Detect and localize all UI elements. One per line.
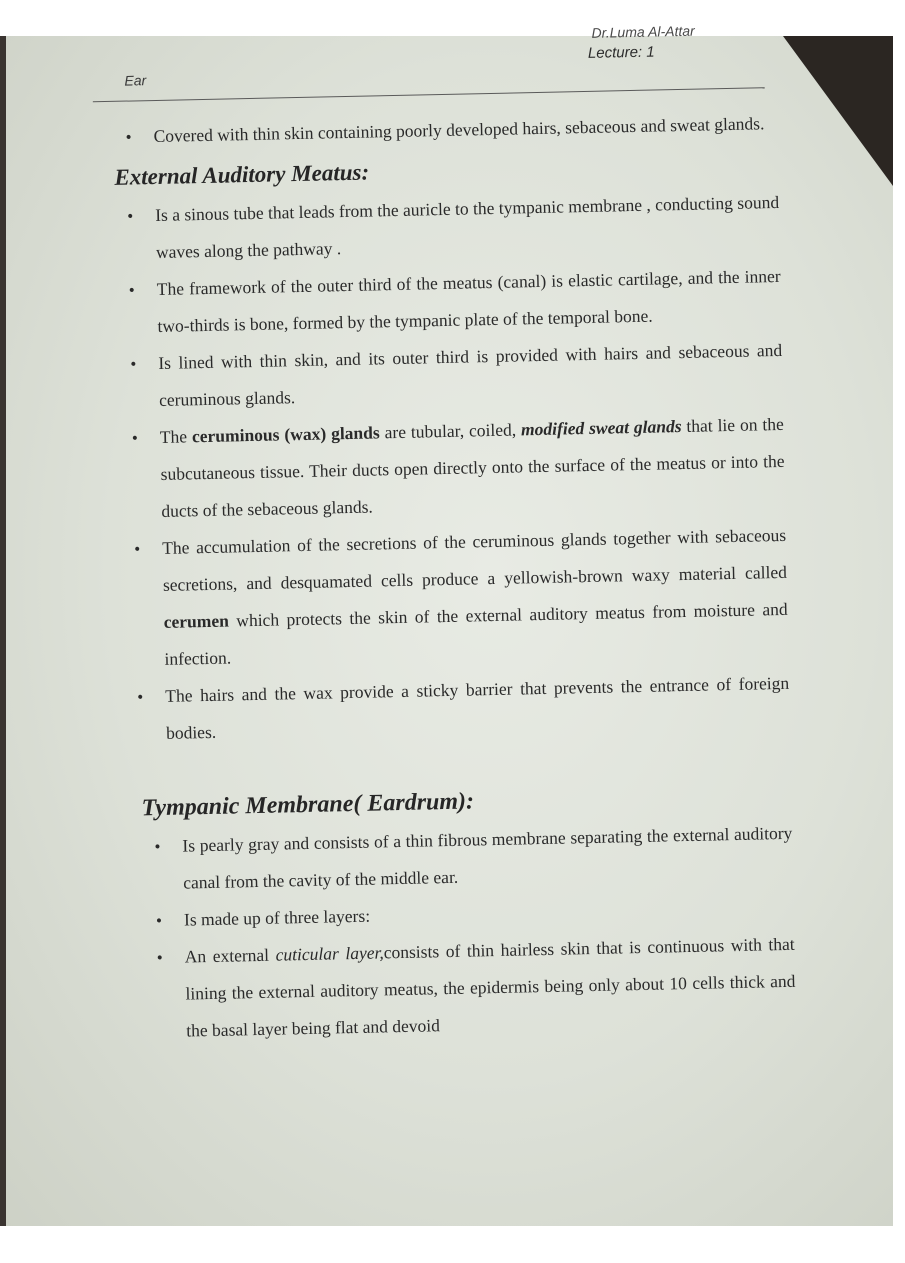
list-item	[142, 815, 793, 903]
lecture-label: Lecture: 1	[587, 43, 655, 62]
header-rule	[93, 87, 765, 102]
list-item	[122, 517, 789, 679]
bold-term: cerumen	[163, 610, 230, 632]
tm-list	[122, 815, 797, 1051]
subject-label: Ear	[124, 72, 147, 89]
bullet-text: The framework of the outer third of the meatus (canal) is elastic cartilage, and the inner two-thirds is bone, formed by the tympanic plate of the temporal bone.	[156, 265, 781, 336]
list-item	[144, 926, 796, 1051]
italic-term: cuticular layer,	[275, 942, 384, 965]
bullet-text: The	[159, 426, 188, 447]
section-title-external-auditory-meatus: External Auditory Meatus:	[114, 159, 370, 190]
author-name: Dr.Luma Al-Attar	[591, 22, 695, 41]
bullet-text: which protects the skin of the external auditory meatus from moisture and infection.	[164, 598, 788, 669]
list-item	[120, 406, 786, 531]
list-item	[115, 184, 780, 272]
bold-term: ceruminous (wax) glands	[191, 422, 380, 447]
bullet-text: are tubular, coiled,	[384, 419, 517, 443]
bullet-text: The hairs and the wax provide a sticky barrier that prevents the entrance of foreign bodies.	[165, 672, 790, 743]
photo-corner-dark	[783, 36, 893, 186]
eam-list	[109, 184, 790, 753]
bold-italic-term: modified sweat glands	[520, 416, 682, 440]
bullet-text: The accumulation of the secretions of the ceruminous glands together with sebaceous secretions, and desquamated cells produce a yellowish-brown waxy material called	[161, 524, 788, 595]
section-title-tympanic-membrane: Tympanic Membrane( Eardrum):	[141, 788, 475, 822]
bullet-text: Is lined with thin skin, and its outer third is provided with hairs and sebaceous and ceruminous glands.	[158, 339, 783, 410]
bullet-text: An external	[184, 944, 270, 967]
bullet-text: Is made up of three layers:	[183, 905, 371, 930]
bullet-text: Covered with thin skin containing poorly developed hairs, sebaceous and sweat glands.	[153, 113, 765, 147]
page-sheet	[0, 22, 905, 1235]
list-item	[116, 258, 781, 346]
bullet-text: consists of thin hairless skin that is continuous with that lining the external auditory meatus, the epidermis being only about 10 cells thick and the basal layer being flat and devoid	[185, 933, 796, 1041]
bullet-text: Is pearly gray and consists of a thin fibrous membrane separating the external auditory canal from the cavity of the middle ear.	[182, 822, 793, 893]
document-photo	[0, 22, 893, 1226]
page-content	[107, 105, 796, 1051]
list-item	[125, 665, 790, 753]
bullet-text: Is a sinous tube that leads from the auricle to the tympanic membrane , conducting sound waves along the pathway .	[155, 191, 780, 262]
bullet-text: that lie on the subcutaneous tissue. Their ducts open directly onto the surface of the meatus or into the ducts of the sebaceous glands.	[160, 413, 785, 521]
list-item	[118, 332, 783, 420]
